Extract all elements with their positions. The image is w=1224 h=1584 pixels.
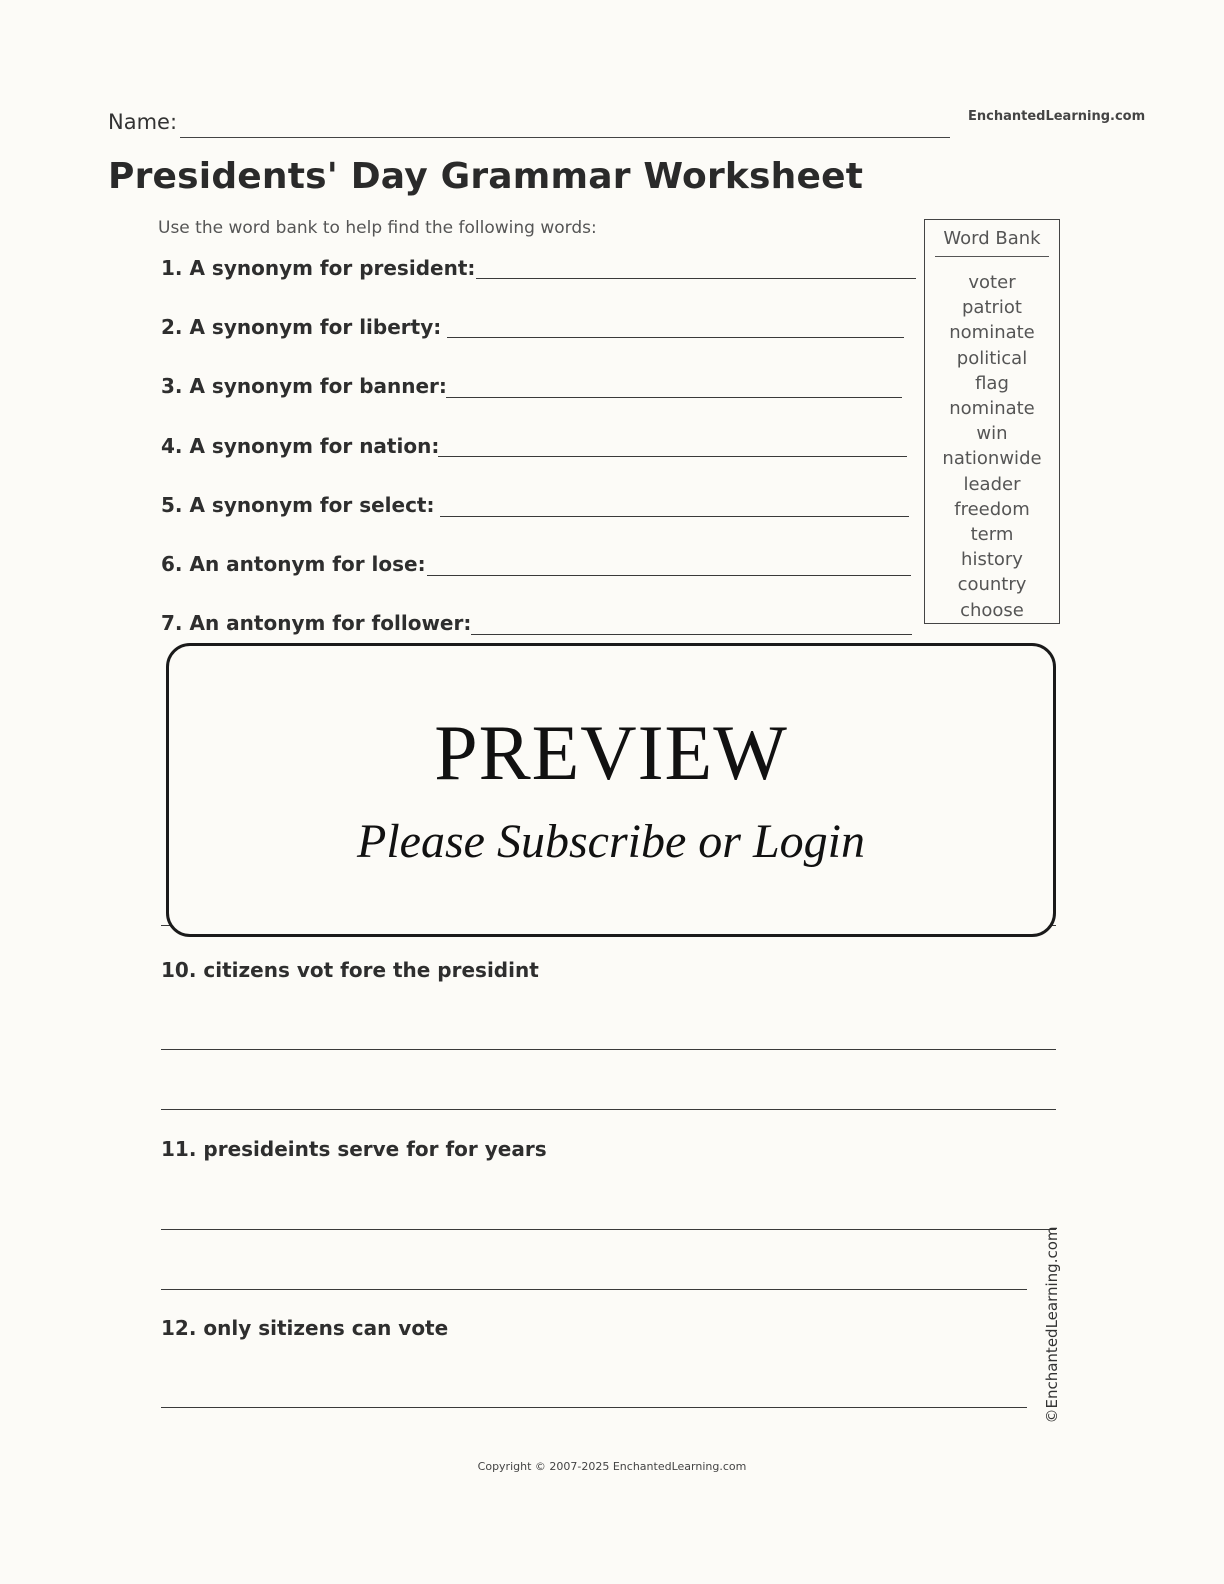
word-bank-item: history — [961, 549, 1023, 571]
word-bank-item: voter — [968, 272, 1016, 293]
answer-line-10a[interactable] — [161, 1049, 1056, 1050]
word-bank-item: nationwide — [942, 448, 1042, 470]
preview-overlay[interactable] — [166, 643, 1056, 937]
answer-line-1[interactable] — [476, 278, 916, 279]
answer-line-11b[interactable] — [161, 1289, 1027, 1290]
page-title: Presidents' Day Grammar Worksheet — [108, 156, 864, 197]
word-bank-item: nominate — [949, 322, 1035, 344]
instructions: Use the word bank to help find the following words: — [158, 218, 597, 238]
word-bank-item: country — [957, 574, 1027, 596]
question-text: A synonym for banner: — [189, 374, 447, 398]
word-bank-item: term — [970, 524, 1014, 546]
question-5 — [161, 493, 435, 517]
answer-line-12[interactable] — [161, 1407, 1027, 1408]
question-7 — [161, 611, 471, 635]
answer-line-2[interactable] — [447, 337, 904, 338]
word-bank-item: nominate — [949, 398, 1035, 420]
question-text: presideints serve for for years — [203, 1137, 547, 1161]
answer-line-10b[interactable] — [161, 1109, 1056, 1110]
question-text: A synonym for nation: — [189, 434, 440, 458]
question-text: A synonym for liberty: — [189, 315, 442, 339]
word-bank-item: win — [976, 423, 1008, 445]
name-answer-line[interactable] — [180, 137, 950, 138]
question-number: 2. — [161, 315, 183, 339]
question-number: 5. — [161, 493, 183, 517]
word-bank-item: choose — [960, 599, 1024, 621]
question-6 — [161, 552, 426, 576]
word-bank-item: freedom — [954, 498, 1030, 520]
question-number: 6. — [161, 552, 183, 576]
question-number: 4. — [161, 434, 183, 458]
preview-title: PREVIEW — [434, 709, 788, 796]
word-bank-item: political — [956, 347, 1028, 369]
word-bank-item: patriot — [962, 297, 1022, 319]
word-bank-divider — [935, 256, 1049, 257]
question-number: 7. — [161, 611, 183, 635]
question-3 — [161, 374, 447, 398]
answer-line-4[interactable] — [438, 456, 907, 457]
word-bank — [924, 219, 1060, 624]
site-brand: EnchantedLearning.com — [968, 109, 1146, 124]
question-text: An antonym for lose: — [189, 552, 426, 576]
answer-line-5[interactable] — [440, 516, 909, 517]
question-11 — [161, 1137, 547, 1161]
question-text: A synonym for select: — [189, 493, 435, 517]
question-number: 10. — [161, 958, 197, 982]
question-number: 3. — [161, 374, 183, 398]
question-text: An antonym for follower: — [189, 611, 472, 635]
answer-line-3[interactable] — [446, 397, 902, 398]
question-2 — [161, 315, 441, 339]
question-12 — [161, 1316, 448, 1340]
word-bank-list — [925, 270, 1059, 623]
question-number: 12. — [161, 1316, 197, 1340]
question-text: citizens vot fore the presidint — [203, 958, 539, 982]
side-copyright: ©EnchantedLearning.com — [1043, 1226, 1061, 1424]
answer-line-7[interactable] — [471, 634, 912, 635]
name-label: Name: — [108, 110, 178, 134]
footer-copyright: Copyright © 2007-2025 EnchantedLearning.com — [477, 1460, 747, 1473]
answer-line-6[interactable] — [427, 575, 911, 576]
question-4 — [161, 434, 439, 458]
question-1 — [161, 256, 475, 280]
answer-line-11a[interactable] — [161, 1229, 1056, 1230]
question-text: only sitizens can vote — [203, 1316, 449, 1340]
word-bank-title: Word Bank — [943, 228, 1041, 249]
question-text: A synonym for president: — [189, 256, 476, 280]
question-number: 1. — [161, 256, 183, 280]
word-bank-item: flag — [975, 372, 1009, 394]
word-bank-item: leader — [963, 473, 1021, 495]
question-10 — [161, 958, 539, 982]
question-number: 11. — [161, 1137, 197, 1161]
subscribe-login-prompt[interactable]: Please Subscribe or Login — [357, 815, 865, 868]
